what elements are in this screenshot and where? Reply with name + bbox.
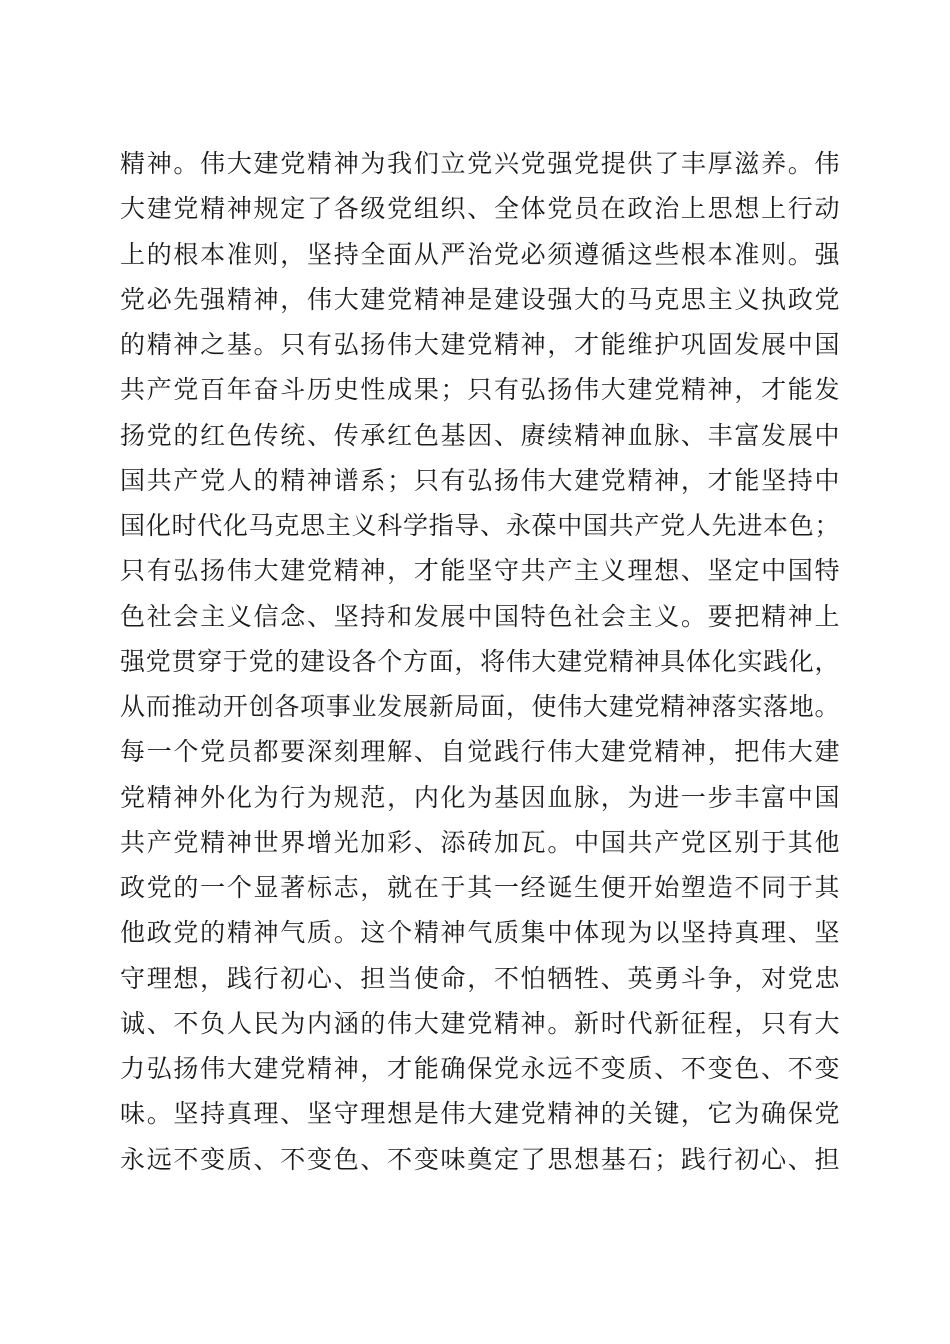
text-line: 党必先强精神，伟大建党精神是建设强大的马克思主义执政党 xyxy=(120,284,840,314)
text-line: 诚、不负人民为内涵的伟大建党精神。新时代新征程，只有大 xyxy=(120,1008,840,1038)
text-line: 上的根本准则，坚持全面从严治党必须遵循这些根本准则。强 xyxy=(120,239,840,269)
text-line: 的精神之基。只有弘扬伟大建党精神，才能维护巩固发展中国 xyxy=(120,330,840,359)
text-line: 守理想，践行初心、担当使命，不怕牺牲、英勇斗争，对党忠 xyxy=(120,963,840,993)
body-text xyxy=(120,141,840,1182)
text-line: 精神。伟大建党精神为我们立党兴党强党提供了丰厚滋养。伟 xyxy=(120,149,840,178)
text-line: 国共产党人的精神谱系；只有弘扬伟大建党精神，才能坚持中 xyxy=(120,465,840,495)
text-line: 从而推动开创各项事业发展新局面，使伟大建党精神落实落地。 xyxy=(120,692,840,721)
text-line: 共产党百年奋斗历史性成果；只有弘扬伟大建党精神，才能发 xyxy=(120,375,840,405)
text-line: 他政党的精神气质。这个精神气质集中体现为以坚持真理、坚 xyxy=(120,918,840,948)
text-line: 色社会主义信念、坚持和发展中国特色社会主义。要把精神上 xyxy=(120,601,840,631)
text-line: 味。坚持真理、坚守理想是伟大建党精神的关键，它为确保党 xyxy=(120,1099,840,1129)
text-line: 扬党的红色传统、传承红色基因、赓续精神血脉、丰富发展中 xyxy=(120,420,840,450)
text-line: 共产党精神世界增光加彩、添砖加瓦。中国共产党区别于其他 xyxy=(120,827,840,857)
text-line: 每一个党员都要深刻理解、自觉践行伟大建党精神，把伟大建 xyxy=(120,737,840,767)
text-line: 政党的一个显著标志，就在于其一经诞生便开始塑造不同于其 xyxy=(120,873,840,902)
text-line: 强党贯穿于党的建设各个方面，将伟大建党精神具体化实践化， xyxy=(120,646,840,676)
text-line: 只有弘扬伟大建党精神，才能坚守共产主义理想、坚定中国特 xyxy=(120,556,840,586)
text-line: 国化时代化马克思主义科学指导、永葆中国共产党人先进本色； xyxy=(120,511,840,540)
text-line: 力弘扬伟大建党精神，才能确保党永远不变质、不变色、不变 xyxy=(120,1054,840,1083)
text-line: 大建党精神规定了各级党组织、全体党员在政治上思想上行动 xyxy=(120,194,840,224)
text-line: 永远不变质、不变色、不变味奠定了思想基石；践行初心、担 xyxy=(120,1144,840,1174)
text-line: 党精神外化为行为规范，内化为基因血脉，为进一步丰富中国 xyxy=(120,782,840,812)
